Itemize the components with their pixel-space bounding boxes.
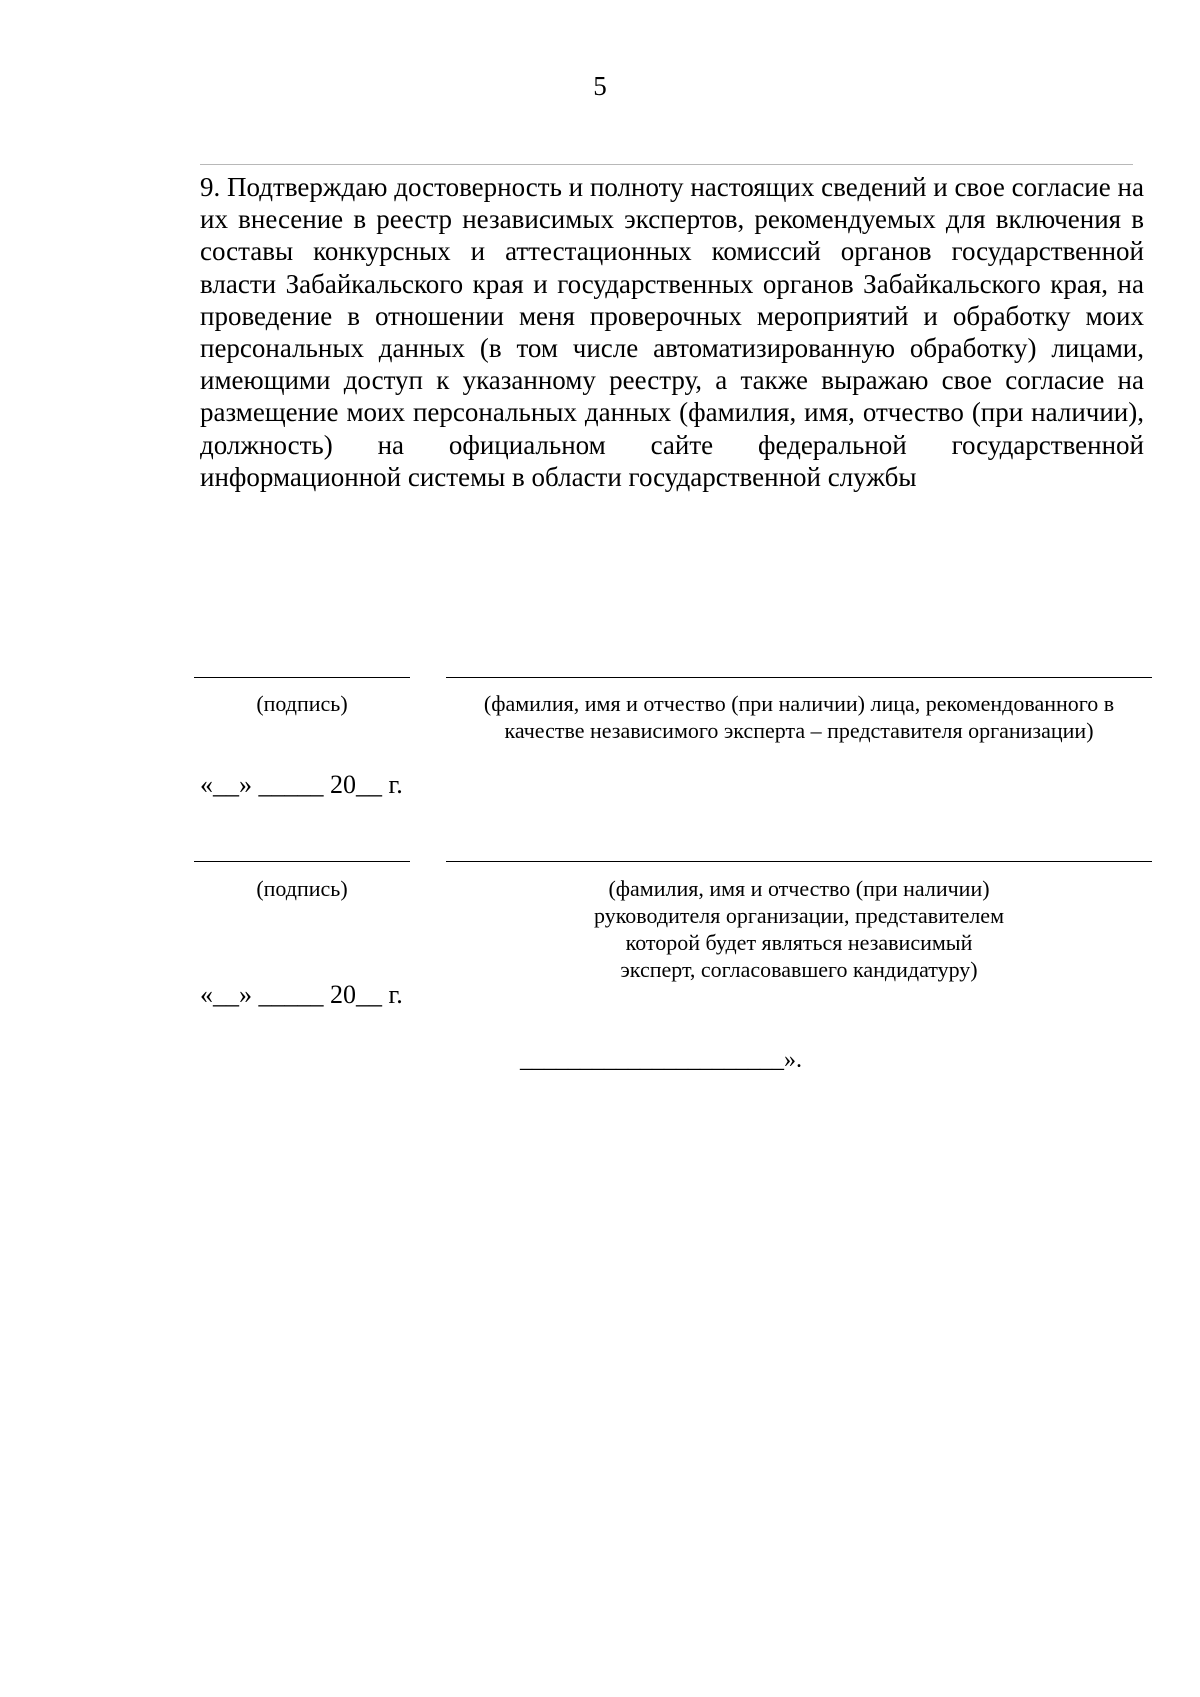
closing-line: ______________________».	[520, 1047, 802, 1073]
head-signature-caption: (подпись)	[256, 876, 348, 901]
expert-name-line	[446, 677, 1152, 678]
head-name-caption: (фамилия, имя и отчество (при наличии) руководителя организации, представителем которой будет являться независимый эксперт, согласовавшего кандидатуру)	[594, 876, 1004, 982]
expert-signature-line	[194, 677, 410, 678]
head-signature-line	[194, 861, 410, 862]
page-number: 5	[593, 71, 607, 101]
consent-paragraph: 9. Подтверждаю достоверность и полноту настоящих сведений и свое согласие на их внесение в реестр независимых экспертов, рекомендуемых для включения в составы конкурсных и аттестационных комиссий органов государственной власти Забайкальского края и государственных органов Забайкальского края, на проведение в отношении меня проверочных мероприятий и обработку моих персональных данных (в том числе автоматизированную обработку) лицами, имеющими доступ к указанному реестру, а также выражаю свое согласие на размещение моих персональных данных (фамилия, имя, отчество (при наличии), должность) на официальном сайте федеральной государственной информационной системы в области государственной службы	[200, 172, 1144, 492]
expert-date-line: «__» _____ 20__ г.	[200, 770, 403, 799]
expert-name-caption: (фамилия, имя и отчество (при наличии) лица, рекомендованного в качестве независимого эксперта – представителя организации)	[483, 691, 1115, 743]
head-date-line: «__» _____ 20__ г.	[200, 980, 403, 1009]
head-name-line	[446, 861, 1152, 862]
header-divider	[200, 164, 1133, 165]
expert-signature-caption: (подпись)	[256, 691, 348, 716]
